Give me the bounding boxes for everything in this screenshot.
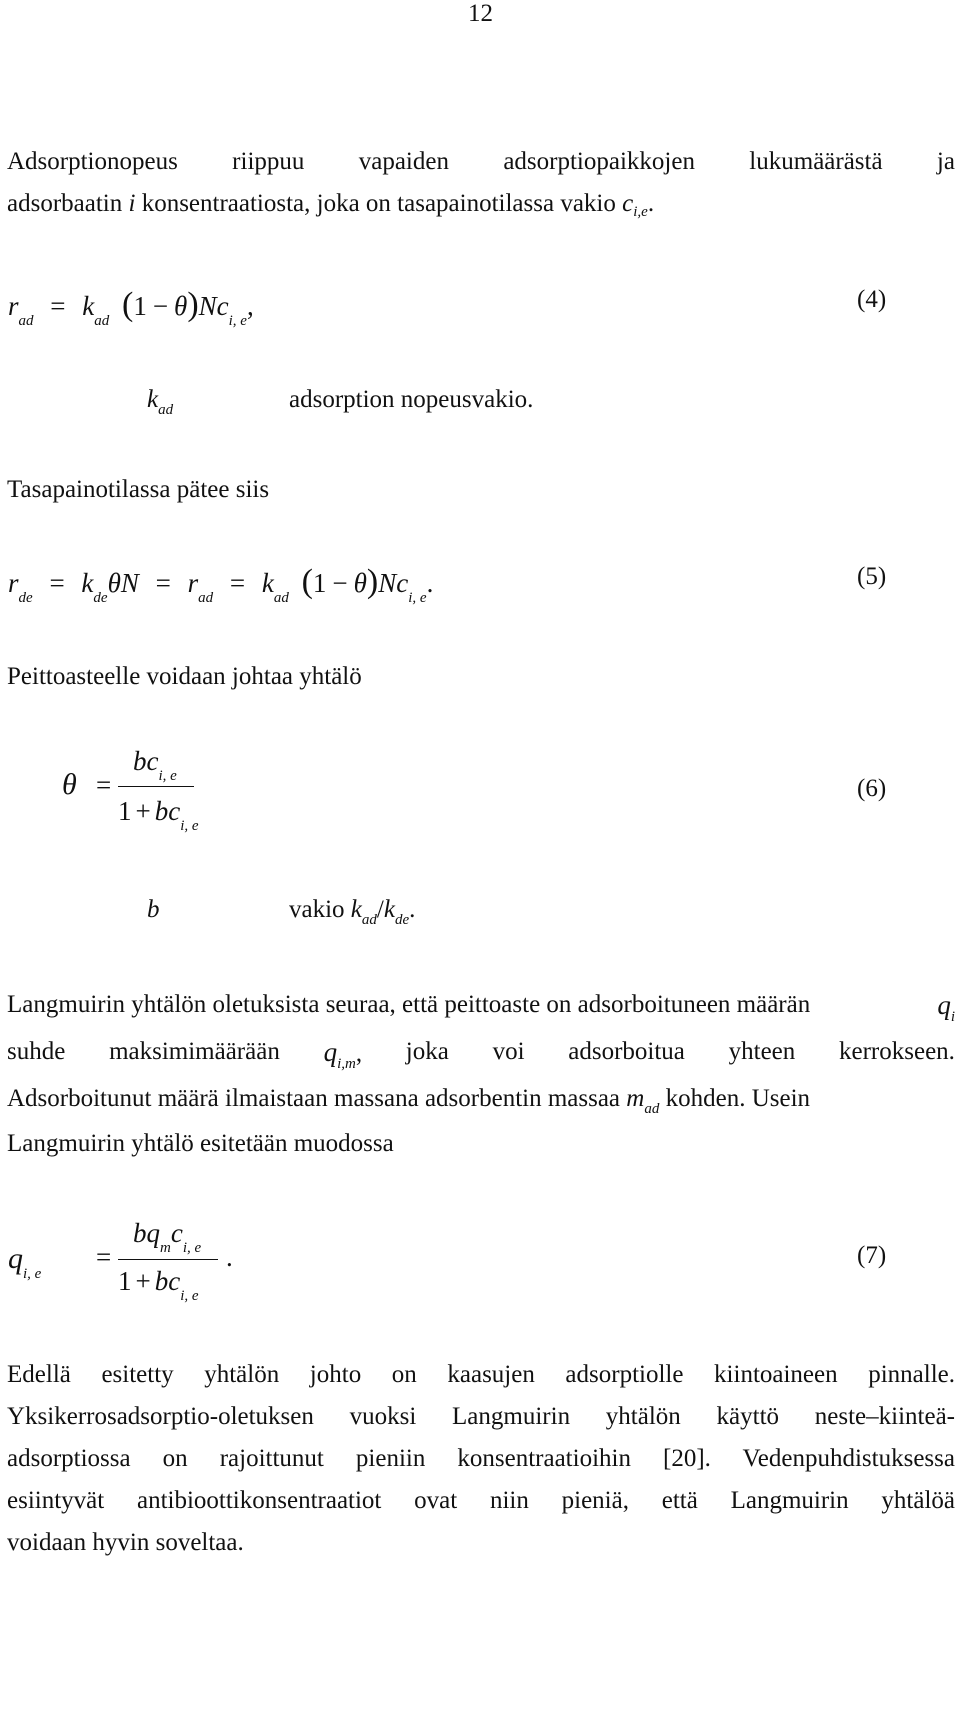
math-operator: + <box>135 1266 151 1296</box>
math-number: 1 <box>118 1266 132 1296</box>
word: joka <box>405 1038 449 1065</box>
text-run: . <box>409 896 416 923</box>
paragraph-line: voidaan hyvin soveltaa. <box>7 1529 244 1556</box>
word: ja <box>936 148 955 175</box>
math-paren: ( <box>121 286 134 323</box>
math-symbol: bc <box>154 796 181 826</box>
math-operator: = <box>49 568 65 598</box>
math-symbol: c <box>170 1218 183 1248</box>
equation-5 <box>8 563 434 606</box>
equation-7-period: . <box>226 1242 233 1272</box>
definition-kad-text: adsorption nopeusvakio. <box>289 386 534 413</box>
text-run: Langmuirin yhtälön oletuksista seuraa, että peittoaste on adsorboituneen määrän <box>7 991 817 1018</box>
paragraph-line <box>7 141 955 183</box>
math-symbol: k <box>147 386 159 413</box>
math-subscript: ad <box>273 590 289 606</box>
math-subscript: i, e <box>23 1266 42 1282</box>
math-subscript: i,m <box>337 1056 356 1072</box>
math-subscript: i <box>950 1009 955 1025</box>
math-symbol: i <box>128 190 136 217</box>
math-punctuation: , <box>246 291 254 321</box>
math-symbol: r <box>8 568 19 598</box>
equation-4 <box>8 286 254 329</box>
paragraph-line: Edellä esitetty yhtälön johto on kaasujen adsorptiolle kiintoaineen pinnalle. <box>7 1361 955 1388</box>
math-subscript: de <box>93 590 108 606</box>
paragraph-adsorption-rate <box>7 141 955 228</box>
word: vapaiden <box>358 148 449 175</box>
math-punctuation: . <box>426 568 434 598</box>
word: Adsorptionopeus <box>7 148 178 175</box>
math-symbol: q <box>146 1218 160 1248</box>
math-subscript: m <box>160 1240 171 1256</box>
math-term <box>937 984 955 1031</box>
math-symbol: N <box>198 291 217 321</box>
math-operator: = <box>50 291 66 321</box>
paragraph-line <box>7 183 955 228</box>
math-subscript: ad <box>361 912 377 928</box>
math-subscript: i, e <box>182 1240 202 1256</box>
paragraph-langmuir-assumptions <box>7 984 955 1165</box>
math-symbol: bc <box>154 1266 181 1296</box>
word: suhde <box>7 1038 66 1065</box>
math-symbol: r <box>187 568 199 598</box>
definition-kad-symbol <box>147 386 174 418</box>
math-symbol: θN <box>107 568 139 598</box>
paragraph-line: adsorptiossa on rajoittunut pieniin konsentraatioihin [20]. Vedenpuhdistuksessa <box>7 1445 955 1472</box>
definition-b-symbol: b <box>147 896 160 923</box>
fraction-bar <box>118 1259 218 1260</box>
math-paren: ) <box>366 563 379 600</box>
paragraph-applicability <box>7 1354 955 1564</box>
math-term <box>324 1031 363 1078</box>
math-subscript: i, e <box>180 818 199 834</box>
math-operator: − <box>332 568 348 598</box>
word: kerrokseen. <box>839 1038 955 1065</box>
word: lukumäärästä <box>749 148 883 175</box>
math-symbol: θ <box>353 568 367 598</box>
math-symbol: c <box>622 190 634 217</box>
math-symbol: c <box>396 568 409 598</box>
math-number: 1 <box>133 291 147 321</box>
definition-b-text <box>289 896 416 928</box>
equation-7-lhs <box>8 1242 42 1282</box>
math-symbol: m <box>626 1085 645 1112</box>
word: adsorptiopaikkojen <box>503 148 695 175</box>
math-subscript: ad <box>198 590 214 606</box>
math-paren: ( <box>301 563 313 600</box>
word: yhteen <box>728 1038 796 1065</box>
word: maksimimäärään <box>109 1038 280 1065</box>
page-number: 12 <box>468 0 493 27</box>
math-symbol: k <box>350 896 362 923</box>
equation-7-equals: = <box>96 1242 112 1272</box>
fraction-bar <box>118 786 194 787</box>
math-subscript: ad <box>94 313 110 329</box>
math-subscript: ad <box>158 402 174 418</box>
paragraph-line <box>7 1078 955 1123</box>
math-paren: ) <box>187 286 199 323</box>
equation-6-denominator <box>118 796 199 834</box>
text-run: vakio <box>289 896 351 923</box>
text-run: konsentraatiosta, joka on tasapainotilassa vakio <box>135 190 623 217</box>
math-subscript: i,e <box>633 204 648 220</box>
math-subscript: de <box>18 590 33 606</box>
text-equilibrium: Tasapainotilassa pätee siis <box>7 476 270 503</box>
math-symbol: c <box>216 291 229 321</box>
paragraph-line: Yksikerrosadsorptio-oletuksen vuoksi Langmuirin yhtälön käyttö neste–kiinteä- <box>7 1403 955 1430</box>
math-subscript: ad <box>644 1101 660 1117</box>
text-coverage-intro: Peittoasteelle voidaan johtaa yhtälö <box>7 663 362 690</box>
equation-6-equals: = <box>96 770 112 800</box>
equation-number-7: (7) <box>857 1242 887 1269</box>
math-operator: − <box>152 291 169 321</box>
math-subscript: i, e <box>408 590 427 606</box>
math-symbol: k <box>383 896 395 923</box>
equation-7-numerator <box>133 1218 202 1256</box>
math-symbol: r <box>8 291 19 321</box>
math-symbol: b <box>133 1218 147 1248</box>
paragraph-line <box>7 984 955 1031</box>
math-symbol: q <box>323 1037 338 1067</box>
math-symbol: k <box>261 568 274 598</box>
text-run: / <box>376 896 384 923</box>
paragraph-line: Langmuirin yhtälö esitetään muodossa <box>7 1130 394 1157</box>
word: voi <box>492 1038 525 1065</box>
math-subscript: i, e <box>228 313 247 329</box>
math-subscript: de <box>394 912 410 928</box>
math-number: 1 <box>118 796 132 826</box>
math-symbol: bc <box>133 746 159 776</box>
text-run: adsorbaatin <box>7 190 129 217</box>
word: adsorboitua <box>568 1038 685 1065</box>
math-number: 1 <box>312 568 327 598</box>
text-run: . <box>647 190 655 217</box>
math-symbol: k <box>81 568 94 598</box>
math-symbol: N <box>378 568 397 598</box>
equation-7-denominator <box>118 1266 199 1304</box>
equation-6-theta: θ <box>62 768 77 801</box>
math-operator: + <box>135 796 151 826</box>
math-symbol: θ <box>174 291 188 321</box>
math-subscript: i, e <box>180 1288 199 1304</box>
text-run: Adsorboitunut määrä ilmaistaan massana adsorbentin massaa <box>7 1085 627 1112</box>
equation-number-5: (5) <box>857 563 887 590</box>
paragraph-line: esiintyvät antibioottikonsentraatiot ovat niin pieniä, että Langmuirin yhtälöä <box>7 1487 955 1514</box>
text-run: , <box>355 1040 363 1067</box>
equation-number-6: (6) <box>857 775 887 802</box>
paragraph-line <box>7 1031 955 1078</box>
math-symbol: q <box>937 990 951 1020</box>
math-subscript: i, e <box>158 768 177 784</box>
math-subscript: ad <box>18 313 34 329</box>
word: riippuu <box>232 148 305 175</box>
equation-number-4: (4) <box>857 286 887 313</box>
math-operator: = <box>155 568 171 598</box>
math-operator: = <box>229 568 246 598</box>
math-symbol: q <box>8 1242 23 1275</box>
text-run: kohden. Usein <box>659 1085 811 1112</box>
equation-6-numerator <box>133 746 177 784</box>
math-symbol: k <box>82 291 95 321</box>
